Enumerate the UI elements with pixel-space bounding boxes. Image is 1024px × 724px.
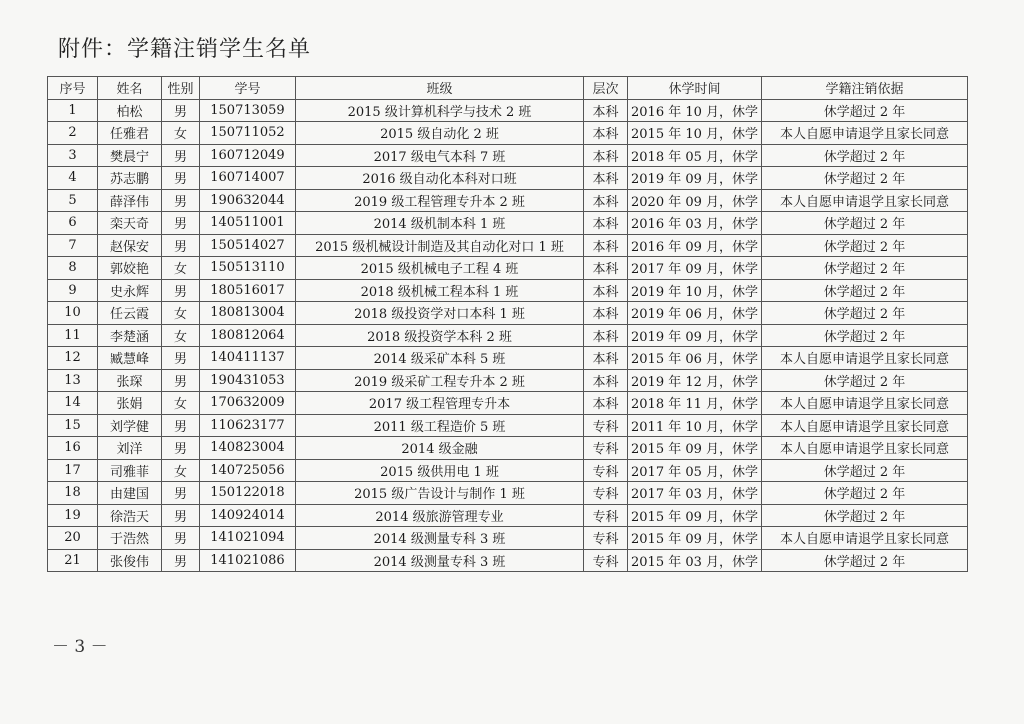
cell-level: 本科 xyxy=(584,122,628,145)
table-row xyxy=(48,324,968,347)
cell-name: 任云霞 xyxy=(98,302,162,325)
cell-level: 本科 xyxy=(584,302,628,325)
cell-reason: 休学超过 2 年 xyxy=(762,369,968,392)
table-row xyxy=(48,122,968,145)
cell-level: 专科 xyxy=(584,549,628,572)
cell-reason: 休学超过 2 年 xyxy=(762,549,968,572)
table-row xyxy=(48,414,968,437)
cell-name: 郭姣艳 xyxy=(98,257,162,280)
cell-index: 5 xyxy=(48,189,98,212)
table-row xyxy=(48,527,968,550)
cell-level: 本科 xyxy=(584,392,628,415)
cell-reason: 休学超过 2 年 xyxy=(762,99,968,122)
cell-suspension-time: 2016 年 10 月，休学 xyxy=(628,99,762,122)
cell-suspension-time: 2011 年 10 月，休学 xyxy=(628,414,762,437)
cell-level: 本科 xyxy=(584,347,628,370)
cell-name: 史永辉 xyxy=(98,279,162,302)
cell-reason: 休学超过 2 年 xyxy=(762,167,968,190)
cell-name: 樊晨宁 xyxy=(98,144,162,167)
cell-reason: 本人自愿申请退学且家长同意 xyxy=(762,414,968,437)
cell-suspension-time: 2015 年 09 月，休学 xyxy=(628,527,762,550)
cell-level: 本科 xyxy=(584,167,628,190)
cell-index: 6 xyxy=(48,212,98,235)
cell-level: 专科 xyxy=(584,414,628,437)
cell-suspension-time: 2018 年 05 月，休学 xyxy=(628,144,762,167)
cell-class: 2015 级自动化 2 班 xyxy=(296,122,584,145)
cell-suspension-time: 2020 年 09 月，休学 xyxy=(628,189,762,212)
cell-name: 李楚涵 xyxy=(98,324,162,347)
cell-gender: 男 xyxy=(162,212,200,235)
header-cell-class: 班级 xyxy=(296,77,584,100)
cell-student-id: 110623177 xyxy=(200,414,296,437)
cell-suspension-time: 2016 年 03 月，休学 xyxy=(628,212,762,235)
cell-level: 本科 xyxy=(584,212,628,235)
cell-suspension-time: 2015 年 09 月，休学 xyxy=(628,504,762,527)
cell-level: 专科 xyxy=(584,437,628,460)
cell-gender: 男 xyxy=(162,437,200,460)
cell-reason: 休学超过 2 年 xyxy=(762,144,968,167)
cell-reason: 休学超过 2 年 xyxy=(762,257,968,280)
cell-suspension-time: 2019 年 12 月，休学 xyxy=(628,369,762,392)
cell-index: 20 xyxy=(48,527,98,550)
cell-index: 19 xyxy=(48,504,98,527)
cell-gender: 男 xyxy=(162,414,200,437)
cell-student-id: 140511001 xyxy=(200,212,296,235)
cell-reason: 本人自愿申请退学且家长同意 xyxy=(762,347,968,370)
cell-index: 15 xyxy=(48,414,98,437)
cell-student-id: 141021094 xyxy=(200,527,296,550)
cell-level: 本科 xyxy=(584,189,628,212)
header-cell-student-id: 学号 xyxy=(200,77,296,100)
cell-name: 张琛 xyxy=(98,369,162,392)
cell-reason: 休学超过 2 年 xyxy=(762,504,968,527)
cell-reason: 休学超过 2 年 xyxy=(762,234,968,257)
cell-gender: 女 xyxy=(162,392,200,415)
cell-student-id: 170632009 xyxy=(200,392,296,415)
cell-gender: 男 xyxy=(162,504,200,527)
cell-index: 11 xyxy=(48,324,98,347)
cell-name: 徐浩天 xyxy=(98,504,162,527)
cell-reason: 本人自愿申请退学且家长同意 xyxy=(762,189,968,212)
cell-level: 本科 xyxy=(584,257,628,280)
table-row xyxy=(48,392,968,415)
cell-class: 2011 级工程造价 5 班 xyxy=(296,414,584,437)
cell-student-id: 150122018 xyxy=(200,482,296,505)
cell-class: 2014 级金融 xyxy=(296,437,584,460)
cell-reason: 本人自愿申请退学且家长同意 xyxy=(762,122,968,145)
cell-student-id: 190632044 xyxy=(200,189,296,212)
cell-level: 本科 xyxy=(584,234,628,257)
header-cell-gender: 性别 xyxy=(162,77,200,100)
cell-name: 臧慧峰 xyxy=(98,347,162,370)
cell-reason: 本人自愿申请退学且家长同意 xyxy=(762,527,968,550)
cell-class: 2018 级投资学本科 2 班 xyxy=(296,324,584,347)
table-row xyxy=(48,212,968,235)
cell-level: 本科 xyxy=(584,279,628,302)
cell-name: 刘学健 xyxy=(98,414,162,437)
table-row xyxy=(48,347,968,370)
cell-index: 7 xyxy=(48,234,98,257)
cell-gender: 男 xyxy=(162,99,200,122)
cell-class: 2017 级电气本科 7 班 xyxy=(296,144,584,167)
cell-reason: 休学超过 2 年 xyxy=(762,302,968,325)
cell-gender: 男 xyxy=(162,527,200,550)
cell-reason: 休学超过 2 年 xyxy=(762,482,968,505)
cell-student-id: 180812064 xyxy=(200,324,296,347)
cell-reason: 本人自愿申请退学且家长同意 xyxy=(762,392,968,415)
cell-level: 专科 xyxy=(584,504,628,527)
cell-suspension-time: 2015 年 09 月，休学 xyxy=(628,437,762,460)
header-cell-suspension-time: 休学时间 xyxy=(628,77,762,100)
cell-class: 2018 级机械工程本科 1 班 xyxy=(296,279,584,302)
student-roster-table xyxy=(47,76,968,572)
table-row xyxy=(48,302,968,325)
table-row xyxy=(48,99,968,122)
table-row xyxy=(48,369,968,392)
cell-suspension-time: 2016 年 09 月，休学 xyxy=(628,234,762,257)
cell-gender: 女 xyxy=(162,459,200,482)
cell-gender: 女 xyxy=(162,122,200,145)
cell-index: 2 xyxy=(48,122,98,145)
cell-gender: 女 xyxy=(162,257,200,280)
cell-suspension-time: 2017 年 05 月，休学 xyxy=(628,459,762,482)
cell-name: 栾天奇 xyxy=(98,212,162,235)
table-header xyxy=(48,77,968,100)
cell-index: 17 xyxy=(48,459,98,482)
cell-level: 专科 xyxy=(584,527,628,550)
cell-student-id: 140823004 xyxy=(200,437,296,460)
cell-index: 9 xyxy=(48,279,98,302)
cell-student-id: 160712049 xyxy=(200,144,296,167)
cell-gender: 男 xyxy=(162,234,200,257)
cell-suspension-time: 2015 年 03 月，休学 xyxy=(628,549,762,572)
cell-name: 由建国 xyxy=(98,482,162,505)
cell-index: 3 xyxy=(48,144,98,167)
cell-index: 13 xyxy=(48,369,98,392)
cell-student-id: 140411137 xyxy=(200,347,296,370)
cell-class: 2014 级采矿本科 5 班 xyxy=(296,347,584,370)
cell-class: 2015 级计算机科学与技术 2 班 xyxy=(296,99,584,122)
table-row xyxy=(48,504,968,527)
cell-gender: 男 xyxy=(162,549,200,572)
cell-student-id: 180516017 xyxy=(200,279,296,302)
cell-gender: 女 xyxy=(162,302,200,325)
cell-class: 2015 级机械设计制造及其自动化对口 1 班 xyxy=(296,234,584,257)
table-row xyxy=(48,167,968,190)
cell-name: 苏志鹏 xyxy=(98,167,162,190)
cell-name: 赵保安 xyxy=(98,234,162,257)
cell-index: 10 xyxy=(48,302,98,325)
table-row xyxy=(48,189,968,212)
cell-index: 21 xyxy=(48,549,98,572)
table-row xyxy=(48,234,968,257)
cell-class: 2014 级测量专科 3 班 xyxy=(296,527,584,550)
cell-name: 张娟 xyxy=(98,392,162,415)
cell-name: 于浩然 xyxy=(98,527,162,550)
cell-gender: 男 xyxy=(162,167,200,190)
table-body xyxy=(48,99,968,572)
cell-name: 张俊伟 xyxy=(98,549,162,572)
cell-level: 本科 xyxy=(584,324,628,347)
page-number: － 3 － xyxy=(52,637,108,657)
cell-index: 18 xyxy=(48,482,98,505)
cell-student-id: 150514027 xyxy=(200,234,296,257)
cell-student-id: 150713059 xyxy=(200,99,296,122)
cell-index: 14 xyxy=(48,392,98,415)
cell-gender: 男 xyxy=(162,189,200,212)
cell-gender: 女 xyxy=(162,324,200,347)
cell-gender: 男 xyxy=(162,347,200,370)
cell-class: 2015 级广告设计与制作 1 班 xyxy=(296,482,584,505)
cell-reason: 休学超过 2 年 xyxy=(762,459,968,482)
cell-suspension-time: 2015 年 10 月，休学 xyxy=(628,122,762,145)
cell-reason: 休学超过 2 年 xyxy=(762,279,968,302)
cell-suspension-time: 2017 年 09 月，休学 xyxy=(628,257,762,280)
cell-name: 薛泽伟 xyxy=(98,189,162,212)
table-row xyxy=(48,482,968,505)
cell-student-id: 150711052 xyxy=(200,122,296,145)
cell-index: 4 xyxy=(48,167,98,190)
page-title: 附件：学籍注销学生名单 xyxy=(58,37,312,62)
cell-student-id: 140725056 xyxy=(200,459,296,482)
header-row xyxy=(48,77,968,100)
table-row xyxy=(48,437,968,460)
header-cell-name: 姓名 xyxy=(98,77,162,100)
cell-reason: 本人自愿申请退学且家长同意 xyxy=(762,437,968,460)
cell-suspension-time: 2019 年 10 月，休学 xyxy=(628,279,762,302)
cell-suspension-time: 2018 年 11 月，休学 xyxy=(628,392,762,415)
cell-student-id: 190431053 xyxy=(200,369,296,392)
cell-name: 刘洋 xyxy=(98,437,162,460)
cell-index: 16 xyxy=(48,437,98,460)
cell-name: 柏松 xyxy=(98,99,162,122)
cell-suspension-time: 2019 年 09 月，休学 xyxy=(628,324,762,347)
cell-student-id: 141021086 xyxy=(200,549,296,572)
cell-level: 本科 xyxy=(584,99,628,122)
cell-class: 2019 级采矿工程专升本 2 班 xyxy=(296,369,584,392)
table-row xyxy=(48,279,968,302)
cell-suspension-time: 2019 年 06 月，休学 xyxy=(628,302,762,325)
cell-level: 本科 xyxy=(584,369,628,392)
cell-reason: 休学超过 2 年 xyxy=(762,324,968,347)
cell-student-id: 180813004 xyxy=(200,302,296,325)
cell-class: 2015 级供用电 1 班 xyxy=(296,459,584,482)
cell-gender: 男 xyxy=(162,369,200,392)
cell-class: 2016 级自动化本科对口班 xyxy=(296,167,584,190)
table-row xyxy=(48,144,968,167)
cell-level: 专科 xyxy=(584,482,628,505)
header-cell-level: 层次 xyxy=(584,77,628,100)
cell-student-id: 140924014 xyxy=(200,504,296,527)
cell-class: 2019 级工程管理专升本 2 班 xyxy=(296,189,584,212)
cell-suspension-time: 2015 年 06 月，休学 xyxy=(628,347,762,370)
cell-student-id: 150513110 xyxy=(200,257,296,280)
cell-class: 2014 级测量专科 3 班 xyxy=(296,549,584,572)
cell-name: 司雅菲 xyxy=(98,459,162,482)
cell-class: 2015 级机械电子工程 4 班 xyxy=(296,257,584,280)
cell-index: 12 xyxy=(48,347,98,370)
header-cell-reason: 学籍注销依据 xyxy=(762,77,968,100)
cell-gender: 男 xyxy=(162,279,200,302)
table-row xyxy=(48,459,968,482)
cell-class: 2017 级工程管理专升本 xyxy=(296,392,584,415)
cell-class: 2014 级机制本科 1 班 xyxy=(296,212,584,235)
table-row xyxy=(48,549,968,572)
cell-class: 2014 级旅游管理专业 xyxy=(296,504,584,527)
cell-student-id: 160714007 xyxy=(200,167,296,190)
cell-gender: 男 xyxy=(162,482,200,505)
cell-suspension-time: 2017 年 03 月，休学 xyxy=(628,482,762,505)
header-cell-index: 序号 xyxy=(48,77,98,100)
cell-name: 任雅君 xyxy=(98,122,162,145)
cell-level: 本科 xyxy=(584,144,628,167)
cell-class: 2018 级投资学对口本科 1 班 xyxy=(296,302,584,325)
cell-suspension-time: 2019 年 09 月，休学 xyxy=(628,167,762,190)
cell-index: 1 xyxy=(48,99,98,122)
table-row xyxy=(48,257,968,280)
cell-index: 8 xyxy=(48,257,98,280)
cell-gender: 男 xyxy=(162,144,200,167)
cell-level: 专科 xyxy=(584,459,628,482)
cell-reason: 休学超过 2 年 xyxy=(762,212,968,235)
